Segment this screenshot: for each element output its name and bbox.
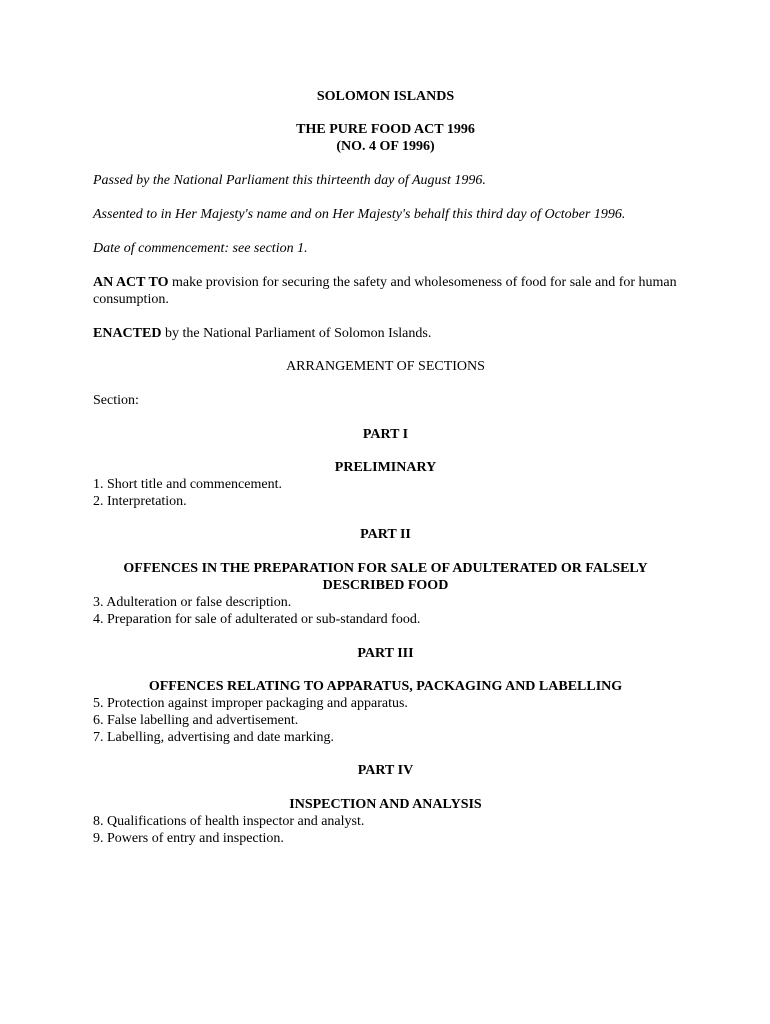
section-label: Section:: [93, 393, 139, 408]
part-label: PART IV: [357, 763, 414, 778]
arrangement-heading: ARRANGEMENT OF SECTIONS: [286, 359, 485, 374]
section-list: [93, 695, 678, 746]
section-item: 7. Labelling, advertising and date marking.: [93, 730, 335, 745]
section-list: [93, 813, 678, 847]
act-title: THE PURE FOOD ACT 1996: [296, 122, 475, 137]
passed-statement: Passed by the National Parliament this thirteenth day of August 1996.: [93, 173, 486, 188]
document-page: [93, 88, 678, 847]
section-item: 1. Short title and commencement.: [93, 477, 282, 492]
part-heading: OFFENCES RELATING TO APPARATUS, PACKAGING AND LABELLING: [148, 679, 623, 694]
long-title-lead: AN ACT TO: [93, 275, 169, 290]
section-item: 4. Preparation for sale of adulterated or sub-standard food.: [93, 612, 421, 627]
enacting-text: by the National Parliament of Solomon Islands.: [161, 326, 432, 341]
section-item: 5. Protection against improper packaging and apparatus.: [93, 696, 408, 711]
enacting-clause: [93, 325, 678, 342]
part-heading: PRELIMINARY: [334, 460, 437, 475]
section-item: 2. Interpretation.: [93, 494, 187, 509]
enacting-lead: ENACTED: [93, 326, 162, 341]
long-title-text: make provision for securing the safety and wholesomeness of food for sale and for human consumption.: [93, 275, 677, 307]
part-label: PART I: [362, 427, 409, 442]
part-label: PART III: [357, 646, 414, 661]
country-heading: SOLOMON ISLANDS: [316, 89, 455, 104]
long-title: [93, 274, 678, 308]
section-item: 3. Adulteration or false description.: [93, 595, 292, 610]
section-list: [93, 476, 678, 510]
part-label: PART II: [360, 527, 411, 542]
assent-statement: Assented to in Her Majesty's name and on Her Majesty's behalf this third day of October 1996.: [93, 207, 626, 222]
section-item: 8. Qualifications of health inspector and analyst.: [93, 814, 365, 829]
part-heading: INSPECTION AND ANALYSIS: [289, 797, 482, 812]
commencement-statement: Date of commencement: see section 1.: [93, 241, 308, 256]
section-item: 9. Powers of entry and inspection.: [93, 831, 284, 846]
section-list: [93, 594, 678, 628]
part-heading: OFFENCES IN THE PREPARATION FOR SALE OF ADULTERATED OR FALSELY DESCRIBED FOOD: [123, 561, 648, 593]
act-number: (NO. 4 OF 1996): [336, 139, 435, 154]
section-item: 6. False labelling and advertisement.: [93, 713, 299, 728]
